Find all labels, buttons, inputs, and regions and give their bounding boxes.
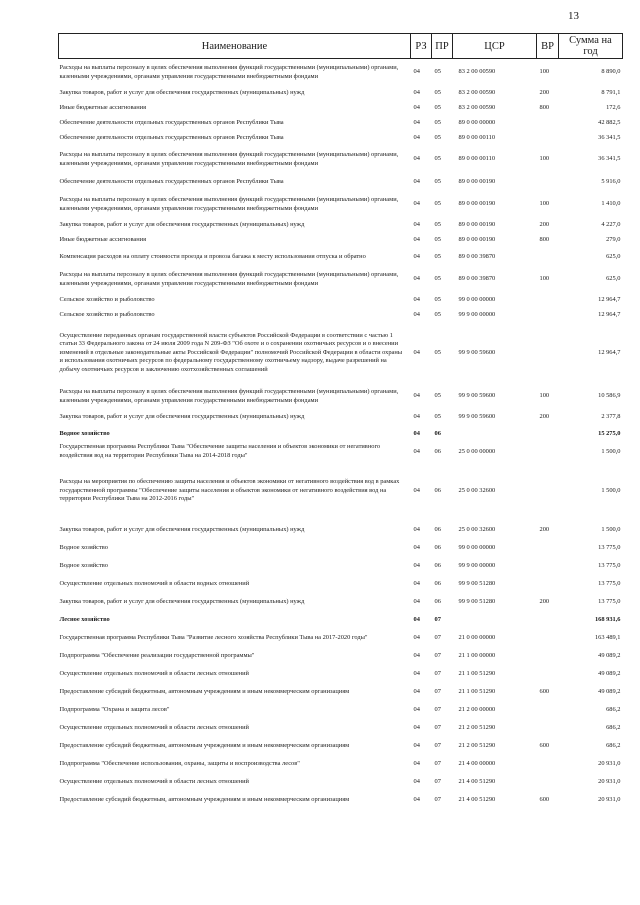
cell-pr: 05 xyxy=(434,311,441,319)
table-row xyxy=(59,461,623,521)
cell-pr: 05 xyxy=(434,392,441,400)
table-row xyxy=(59,575,623,593)
cell-vr: 100 xyxy=(539,68,550,76)
cell-vr: 200 xyxy=(539,597,550,605)
cell-vr: 600 xyxy=(539,795,550,803)
cell-rz: 04 xyxy=(413,119,420,127)
cell-rz: 04 xyxy=(413,177,420,185)
cell-name: Осуществление переданных органам государственной власти субъектов Российской Федерации в соответствии с частью 1 статьи 33 Федерального закона от 24 июля 2009 года N 209-ФЗ "Об охоте и о сохранении охотничьих ресурсов и о внесении изменений в отдельные законодательные акты Российской Федерации" полномочий Российской Федерации в области охраны и использования охотничьих ресурсов по федеральному государственному охотничьему надзору, выдаче разрешений на добычу охотничьих ресурсов и заключению охотхозяйственных соглашений xyxy=(59,331,403,373)
cell-name: Осуществление отдельных полномочий в области лесных отношений xyxy=(59,669,249,677)
cell-vr: 200 xyxy=(539,221,550,229)
cell-pr: 06 xyxy=(434,543,441,551)
table-row xyxy=(59,266,623,293)
cell-name: Закупка товаров, работ и услуг для обеспечения государственных (муниципальных) нужд xyxy=(59,89,305,97)
cell-name: Водное хозяйство xyxy=(59,543,108,551)
cell-vr: 100 xyxy=(539,392,550,400)
cell-csr: 83 2 00 00590 xyxy=(458,68,496,76)
cell-name: Предоставление субсидий бюджетным, автономным учреждениям и иным некоммерческим организациям xyxy=(59,687,350,695)
cell-rz: 04 xyxy=(413,89,420,97)
table-body xyxy=(59,59,623,810)
cell-name: Осуществление отдельных полномочий в области лесных отношений xyxy=(59,777,249,785)
cell-pr: 05 xyxy=(434,119,441,127)
header-name: Наименование xyxy=(59,34,411,59)
cell-csr: 99 0 00 00000 xyxy=(458,543,496,551)
table-row xyxy=(59,116,623,131)
cell-pr: 05 xyxy=(434,177,441,185)
header-pr: ПР xyxy=(432,34,453,59)
cell-pr: 07 xyxy=(434,669,441,677)
cell-rz: 04 xyxy=(413,392,420,400)
cell-sum: 1 500,0 xyxy=(601,525,621,533)
cell-rz: 04 xyxy=(413,134,420,142)
cell-vr: 200 xyxy=(539,525,550,533)
cell-sum: 168 931,6 xyxy=(594,615,621,623)
cell-sum: 12 964,7 xyxy=(598,348,621,356)
cell-pr: 06 xyxy=(434,561,441,569)
cell-vr xyxy=(537,701,559,719)
cell-csr: 99 9 00 51280 xyxy=(458,579,496,587)
table-row xyxy=(59,737,623,755)
cell-rz: 04 xyxy=(413,615,420,623)
cell-pr: 05 xyxy=(434,155,441,163)
cell-sum: 49 089,2 xyxy=(598,669,621,677)
cell-vr xyxy=(537,611,559,629)
cell-rz: 04 xyxy=(413,104,420,112)
cell-vr xyxy=(537,755,559,773)
table-row xyxy=(59,539,623,557)
cell-sum: 163 489,1 xyxy=(594,633,621,641)
cell-rz: 04 xyxy=(413,252,420,260)
cell-sum: 8 791,1 xyxy=(601,89,621,97)
cell-csr: 89 0 00 00110 xyxy=(458,155,496,163)
budget-table xyxy=(58,33,623,809)
table-row xyxy=(59,755,623,773)
cell-sum: 1 410,0 xyxy=(601,200,621,208)
table-row xyxy=(59,218,623,233)
cell-rz: 04 xyxy=(413,687,420,695)
cell-vr xyxy=(537,293,559,308)
cell-vr xyxy=(537,773,559,791)
table-header xyxy=(59,34,623,59)
cell-pr: 07 xyxy=(434,759,441,767)
cell-pr: 06 xyxy=(434,597,441,605)
cell-vr: 600 xyxy=(539,687,550,695)
table-row xyxy=(59,59,623,87)
table-row xyxy=(59,443,623,461)
cell-rz: 04 xyxy=(413,221,420,229)
cell-rz: 04 xyxy=(413,296,420,304)
page-number: 13 xyxy=(568,10,579,22)
cell-sum: 625,0 xyxy=(606,275,621,283)
cell-name: Государственная программа Республики Тыва "Развитие лесного хозяйства Республики Тыва на 2017-2020 годы" xyxy=(59,633,368,641)
table-row xyxy=(59,293,623,308)
cell-vr xyxy=(537,461,559,521)
cell-pr: 05 xyxy=(434,134,441,142)
table-row xyxy=(59,629,623,647)
cell-pr: 05 xyxy=(434,89,441,97)
cell-sum: 36 341,5 xyxy=(598,155,621,163)
table-row xyxy=(59,557,623,575)
cell-sum: 5 916,0 xyxy=(601,177,621,185)
cell-vr xyxy=(537,443,559,461)
cell-name: Подпрограмма "Обеспечение использования, охраны, защиты и воспроизводства лесов" xyxy=(59,759,300,767)
cell-sum: 1 500,0 xyxy=(601,486,621,494)
cell-csr: 89 0 00 00190 xyxy=(458,221,496,229)
cell-sum: 10 586,9 xyxy=(598,392,621,400)
cell-name: Расходы на мероприятия по обеспечению защиты населения и объектов экономики от негативного воздействия вод в рамках государственной программы "Обеспечение защиты населения и объектов экономики от негативного воздействия вод на территории Республики Тыва на 2012-2016 годы" xyxy=(59,478,400,503)
cell-rz: 04 xyxy=(413,236,420,244)
cell-csr: 21 1 00 51290 xyxy=(458,669,496,677)
cell-rz: 04 xyxy=(413,561,420,569)
table-row xyxy=(59,521,623,539)
cell-pr: 07 xyxy=(434,723,441,731)
cell-pr: 05 xyxy=(434,348,441,356)
cell-sum: 1 500,0 xyxy=(601,447,621,455)
table-row xyxy=(59,101,623,116)
cell-sum: 20 931,0 xyxy=(598,777,621,785)
cell-vr: 600 xyxy=(539,741,550,749)
cell-vr xyxy=(537,665,559,683)
table-row xyxy=(59,233,623,248)
cell-rz: 04 xyxy=(413,741,420,749)
cell-vr xyxy=(537,629,559,647)
cell-sum: 686,2 xyxy=(606,705,621,713)
cell-sum: 12 964,7 xyxy=(598,296,621,304)
cell-name: Осуществление отдельных полномочий в области лесных отношений xyxy=(59,723,249,731)
cell-sum: 13 775,0 xyxy=(598,543,621,551)
cell-rz: 04 xyxy=(413,795,420,803)
cell-rz: 04 xyxy=(413,447,420,455)
cell-vr xyxy=(537,647,559,665)
cell-vr: 800 xyxy=(539,104,550,112)
table-row xyxy=(59,383,623,410)
table-row xyxy=(59,131,623,146)
table-row xyxy=(59,719,623,737)
cell-rz: 04 xyxy=(413,777,420,785)
table-row xyxy=(59,323,623,383)
cell-vr xyxy=(537,248,559,266)
cell-rz: 04 xyxy=(413,348,420,356)
cell-sum: 42 882,5 xyxy=(598,119,621,127)
cell-rz: 04 xyxy=(413,597,420,605)
cell-sum: 4 227,0 xyxy=(601,221,621,229)
cell-pr: 05 xyxy=(434,252,441,260)
cell-vr xyxy=(537,308,559,323)
cell-name: Водное хозяйство xyxy=(59,561,108,569)
cell-name: Подпрограмма "Охрана и защита лесов" xyxy=(59,705,170,713)
cell-sum: 279,0 xyxy=(606,236,621,244)
cell-csr xyxy=(453,425,537,443)
cell-rz: 04 xyxy=(413,155,420,163)
cell-name: Расходы на выплаты персоналу в целях обеспечения выполнения функций государственными (муниципальными) органами, казенными учреждениями, органами управления государственными внебюджетными фондами xyxy=(59,387,399,404)
cell-csr: 21 2 00 51290 xyxy=(458,723,496,731)
cell-name: Предоставление субсидий бюджетным, автономным учреждениям и иным некоммерческим организациям xyxy=(59,741,350,749)
table-row xyxy=(59,86,623,101)
cell-pr: 06 xyxy=(434,486,441,494)
cell-csr: 21 4 00 51290 xyxy=(458,777,496,785)
cell-vr xyxy=(537,173,559,191)
cell-pr: 07 xyxy=(434,615,441,623)
table-row xyxy=(59,791,623,809)
cell-sum: 13 775,0 xyxy=(598,579,621,587)
cell-sum: 12 964,7 xyxy=(598,311,621,319)
cell-csr: 25 0 00 32600 xyxy=(458,486,496,494)
cell-name: Закупка товаров, работ и услуг для обеспечения государственных (муниципальных) нужд xyxy=(59,221,305,229)
cell-name: Расходы на выплаты персоналу в целях обеспечения выполнения функций государственными (муниципальными) органами, казенными учреждениями, органами управления государственными внебюджетными фондами xyxy=(59,195,399,212)
cell-csr: 89 0 00 39870 xyxy=(458,275,496,283)
cell-vr xyxy=(537,425,559,443)
cell-csr: 99 9 00 59600 xyxy=(458,392,496,400)
cell-vr: 800 xyxy=(539,236,550,244)
cell-sum: 49 089,2 xyxy=(598,687,621,695)
cell-rz: 04 xyxy=(413,759,420,767)
cell-rz: 04 xyxy=(413,429,420,437)
cell-vr xyxy=(537,116,559,131)
cell-rz: 04 xyxy=(413,705,420,713)
cell-pr: 07 xyxy=(434,633,441,641)
cell-pr: 07 xyxy=(434,705,441,713)
cell-pr: 05 xyxy=(434,221,441,229)
cell-csr: 89 0 00 00000 xyxy=(458,119,496,127)
cell-sum: 15 275,0 xyxy=(598,429,621,437)
header-csr: ЦСР xyxy=(453,34,537,59)
cell-sum: 172,6 xyxy=(606,104,621,112)
cell-rz: 04 xyxy=(413,311,420,319)
cell-rz: 04 xyxy=(413,486,420,494)
cell-vr xyxy=(537,557,559,575)
cell-csr: 99 9 00 59600 xyxy=(458,413,496,421)
cell-name: Подпрограмма "Обеспечение реализации государственной программы" xyxy=(59,651,255,659)
cell-csr: 83 2 00 00590 xyxy=(458,89,496,97)
cell-csr: 99 0 00 00000 xyxy=(458,296,496,304)
table-row xyxy=(59,665,623,683)
table-row xyxy=(59,308,623,323)
cell-csr: 89 0 00 39870 xyxy=(458,252,496,260)
header-vr: ВР xyxy=(537,34,559,59)
table-row xyxy=(59,683,623,701)
cell-name: Лесное хозяйство xyxy=(59,615,110,623)
cell-sum: 49 089,2 xyxy=(598,651,621,659)
cell-pr: 07 xyxy=(434,687,441,695)
table-row xyxy=(59,647,623,665)
cell-vr: 200 xyxy=(539,413,550,421)
cell-csr: 83 2 00 00590 xyxy=(458,104,496,112)
cell-sum: 2 377,8 xyxy=(601,413,621,421)
cell-vr: 100 xyxy=(539,200,550,208)
cell-rz: 04 xyxy=(413,200,420,208)
table-row xyxy=(59,146,623,173)
cell-pr: 05 xyxy=(434,68,441,76)
cell-pr: 07 xyxy=(434,777,441,785)
cell-vr xyxy=(537,131,559,146)
cell-pr: 05 xyxy=(434,275,441,283)
cell-csr: 99 9 00 00000 xyxy=(458,561,496,569)
cell-vr xyxy=(537,323,559,383)
cell-name: Обеспечение деятельности отдельных государственных органов Республики Тыва xyxy=(59,134,284,142)
header-sum: Сумма на год xyxy=(559,34,623,59)
cell-pr: 06 xyxy=(434,429,441,437)
cell-pr: 07 xyxy=(434,741,441,749)
cell-vr xyxy=(537,719,559,737)
table-row xyxy=(59,248,623,266)
cell-pr: 05 xyxy=(434,296,441,304)
cell-name: Закупка товаров, работ и услуг для обеспечения государственных (муниципальных) нужд xyxy=(59,413,305,421)
cell-name: Расходы на выплаты персоналу в целях обеспечения выполнения функций государственными (муниципальными) органами, казенными учреждениями, органами управления государственными внебюджетными фондами xyxy=(59,150,399,167)
cell-pr: 05 xyxy=(434,236,441,244)
cell-name: Водное хозяйство xyxy=(59,429,110,437)
cell-rz: 04 xyxy=(413,633,420,641)
cell-csr: 99 9 00 59600 xyxy=(458,348,496,356)
cell-name: Иные бюджетные ассигнования xyxy=(59,104,147,112)
cell-rz: 04 xyxy=(413,579,420,587)
cell-csr: 89 0 00 00190 xyxy=(458,200,496,208)
cell-sum: 686,2 xyxy=(606,741,621,749)
cell-rz: 04 xyxy=(413,723,420,731)
cell-name: Иные бюджетные ассигнования xyxy=(59,236,147,244)
cell-vr: 200 xyxy=(539,89,550,97)
cell-rz: 04 xyxy=(413,413,420,421)
cell-sum: 13 775,0 xyxy=(598,597,621,605)
table-row xyxy=(59,410,623,425)
cell-pr: 05 xyxy=(434,104,441,112)
cell-sum: 20 931,0 xyxy=(598,759,621,767)
cell-pr: 07 xyxy=(434,651,441,659)
cell-vr xyxy=(537,539,559,557)
table-row xyxy=(59,773,623,791)
cell-name: Закупка товаров, работ и услуг для обеспечения государственных (муниципальных) нужд xyxy=(59,525,305,533)
cell-csr: 89 0 00 00110 xyxy=(458,134,496,142)
cell-csr: 21 1 00 00000 xyxy=(458,651,496,659)
cell-vr: 100 xyxy=(539,275,550,283)
table-row xyxy=(59,425,623,443)
cell-pr: 07 xyxy=(434,795,441,803)
cell-csr: 99 9 00 00000 xyxy=(458,311,496,319)
cell-name: Государственная программа Республики Тыва "Обеспечение защиты населения и объектов экономики от негативного воздействия вод на территории Республики Тыва на 2014-2018 годы" xyxy=(59,443,381,459)
cell-rz: 04 xyxy=(413,68,420,76)
cell-sum: 20 931,0 xyxy=(598,795,621,803)
cell-pr: 06 xyxy=(434,447,441,455)
cell-name: Осуществление отдельных полномочий в области водных отношений xyxy=(59,579,250,587)
table-row xyxy=(59,191,623,218)
cell-csr: 21 2 00 00000 xyxy=(458,705,496,713)
cell-csr: 21 0 00 00000 xyxy=(458,633,496,641)
cell-csr: 21 2 00 51290 xyxy=(458,741,496,749)
table-row xyxy=(59,611,623,629)
cell-csr: 89 0 00 00190 xyxy=(458,177,496,185)
cell-sum: 686,2 xyxy=(606,723,621,731)
cell-name: Расходы на выплаты персоналу в целях обеспечения выполнения функций государственными (муниципальными) органами, казенными учреждениями, органами управления государственными внебюджетными фондами xyxy=(59,270,399,287)
cell-csr: 21 1 00 51290 xyxy=(458,687,496,695)
cell-csr xyxy=(453,611,537,629)
cell-rz: 04 xyxy=(413,525,420,533)
cell-name: Обеспечение деятельности отдельных государственных органов Республики Тыва xyxy=(59,119,284,127)
cell-pr: 06 xyxy=(434,579,441,587)
table-row xyxy=(59,593,623,611)
cell-vr xyxy=(537,575,559,593)
table-row xyxy=(59,173,623,191)
cell-sum: 36 341,5 xyxy=(598,134,621,142)
cell-name: Сельское хозяйство и рыболовство xyxy=(59,296,155,304)
cell-pr: 05 xyxy=(434,413,441,421)
cell-rz: 04 xyxy=(413,651,420,659)
cell-sum: 625,0 xyxy=(606,252,621,260)
cell-rz: 04 xyxy=(413,275,420,283)
table-row xyxy=(59,701,623,719)
cell-csr: 25 0 00 32600 xyxy=(458,525,496,533)
cell-vr: 100 xyxy=(539,155,550,163)
cell-name: Обеспечение деятельности отдельных государственных органов Республики Тыва xyxy=(59,177,284,185)
cell-name: Расходы на выплаты персоналу в целях обеспечения выполнения функций государственными (муниципальными) органами, казенными учреждениями, органами управления государственными внебюджетными фондами xyxy=(59,63,399,80)
cell-rz: 04 xyxy=(413,543,420,551)
cell-csr: 25 0 00 00000 xyxy=(458,447,496,455)
header-rz: РЗ xyxy=(411,34,432,59)
cell-csr: 99 9 00 51280 xyxy=(458,597,496,605)
cell-name: Сельское хозяйство и рыболовство xyxy=(59,311,155,319)
cell-pr: 06 xyxy=(434,525,441,533)
cell-name: Закупка товаров, работ и услуг для обеспечения государственных (муниципальных) нужд xyxy=(59,597,305,605)
cell-name: Предоставление субсидий бюджетным, автономным учреждениям и иным некоммерческим организациям xyxy=(59,795,350,803)
cell-rz: 04 xyxy=(413,669,420,677)
cell-csr: 89 0 00 00190 xyxy=(458,236,496,244)
cell-name: Компенсация расходов на оплату стоимости проезда и провоза багажа к месту использования отпуска и обратно xyxy=(59,252,366,260)
cell-pr: 05 xyxy=(434,200,441,208)
cell-csr: 21 4 00 00000 xyxy=(458,759,496,767)
cell-csr: 21 4 00 51290 xyxy=(458,795,496,803)
cell-sum: 8 890,0 xyxy=(601,68,621,76)
cell-sum: 13 775,0 xyxy=(598,561,621,569)
